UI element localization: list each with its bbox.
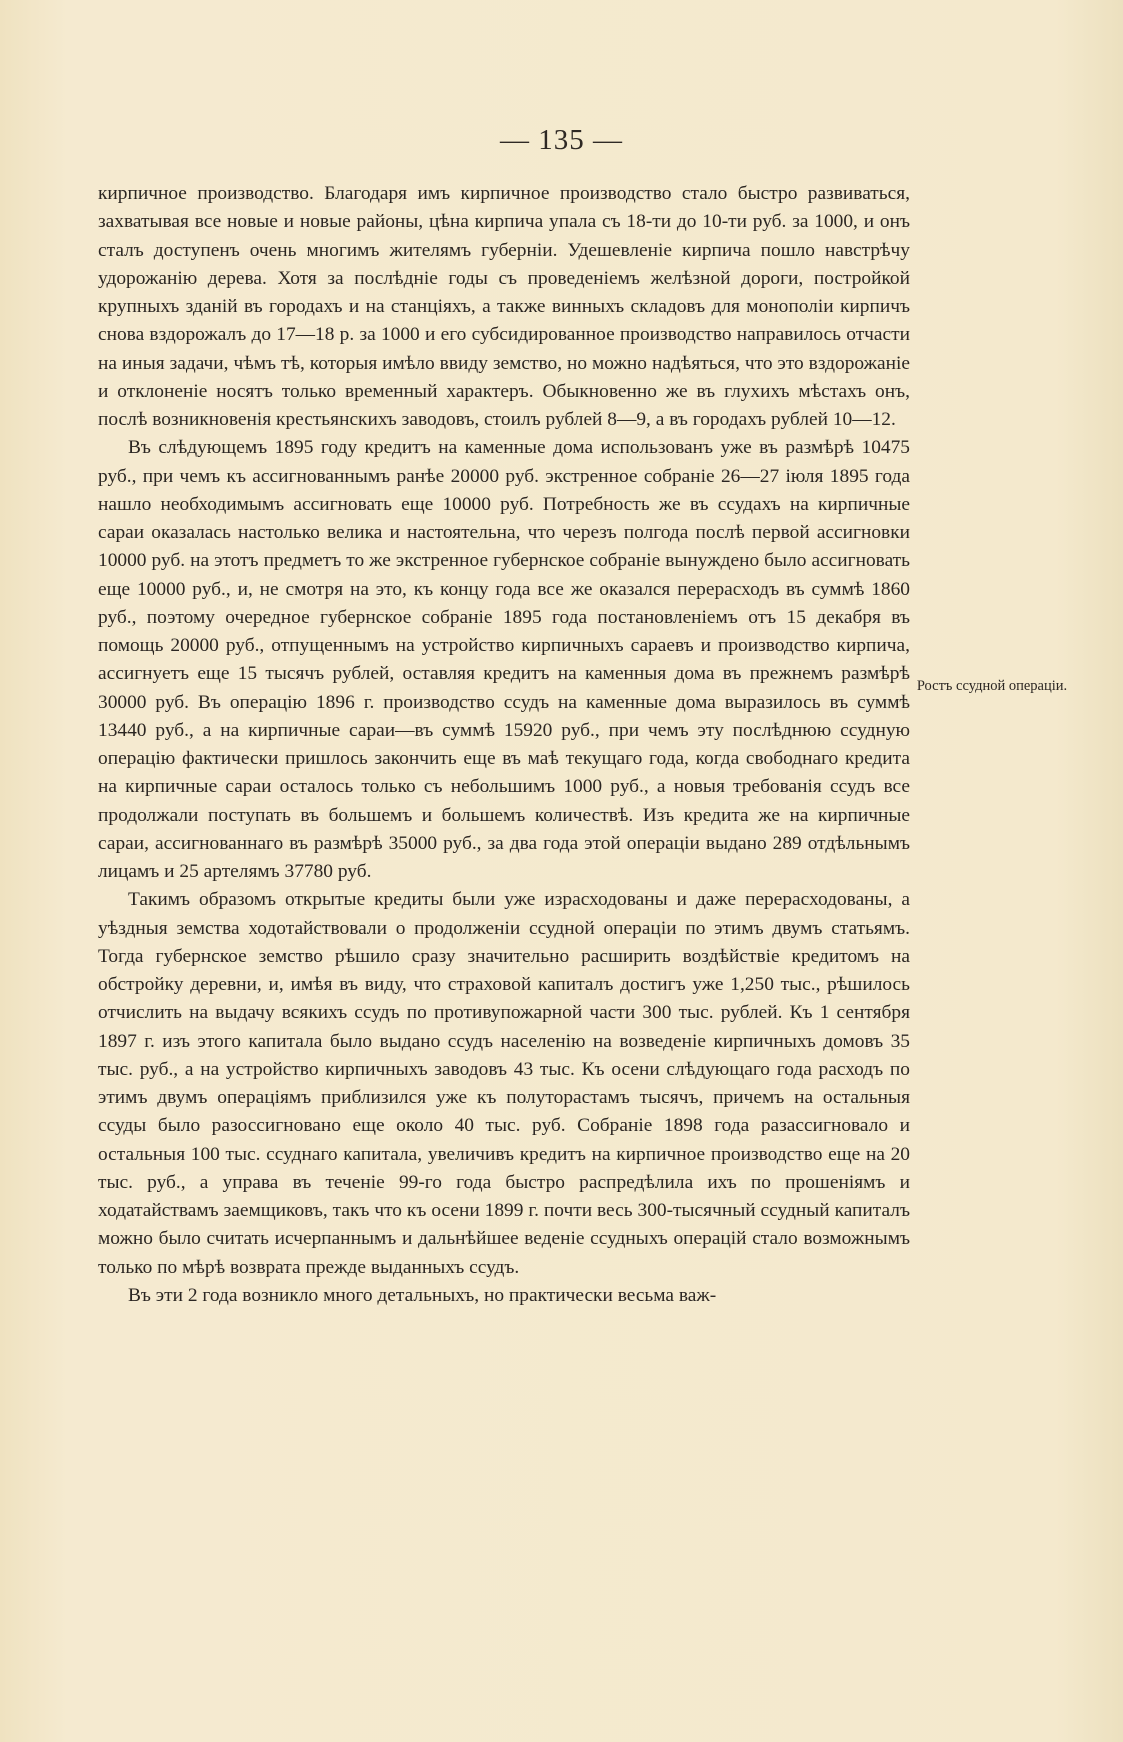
body-text xyxy=(98,180,910,1310)
margin-note: Ростъ ссудной операціи. xyxy=(916,678,1068,694)
paragraph: Такимъ образомъ открытые кредиты были уже израсходованы и даже перерасходованы, а уѣздныя земства ходотайствовали о продолженіи ссудной операціи по этимъ двумъ статьямъ. Тогда губернское земство рѣшило сразу значительно расширить воздѣйствіе кредитомъ на обстройку деревни, и, имѣя въ виду, что страховой капиталъ достигъ уже 1,250 тыс., рѣшилось отчислить на выдачу всякихъ ссудъ по противупожарной части 300 тыс. рублей. Къ 1 сентября 1897 г. изъ этого капитала было выдано ссудъ населенію на возведеніе кирпичныхъ домовъ 35 тыс. руб., а на устройство кирпичныхъ заводовъ 43 тыс. Къ осени слѣдующаго года расходъ по этимъ двумъ операціямъ приблизился уже къ полуторастамъ тысячъ, причемъ на остальныя ссуды было разоссигновано еще около 40 тыс. руб. Собраніе 1898 года разассигновало и остальныя 100 тыс. ссуднаго капитала, увеличивъ кредитъ на кирпичное производство еще на 20 тыс. руб., а управа въ теченіе 99-го года быстро распредѣлила ихъ по прошеніямъ и ходатайствамъ заемщиковъ, такъ что къ осени 1899 г. почти весь 300-тысячный ссудный капиталъ можно было считать исчерпаннымъ и дальнѣйшее веденіе ссудныхъ операцій стало возможнымъ только по мѣрѣ возврата прежде выданныхъ ссудъ. xyxy=(98,889,910,1278)
page-number: — 135 — xyxy=(500,124,623,156)
paragraph: Въ слѣдующемъ 1895 году кредитъ на каменные дома использованъ уже въ размѣрѣ 10475 руб., при чемъ къ ассигнованнымъ ранѣе 20000 руб. экстренное собраніе 26—27 іюля 1895 года нашло необходимымъ ассигновать еще 10000 руб. Потребность же въ ссудахъ на кирпичные сараи оказалась настолько велика и настоятельна, что черезъ полгода послѣ первой ассигновки 10000 руб. на этотъ предметъ то же экстренное губернское собраніе вынуждено было ассигновать еще 10000 руб., и, не смотря на это, къ концу года все же оказался перерасходъ въ суммѣ 1860 руб., поэтому очередное губернское собраніе 1895 года постановленіемъ отъ 15 декабря въ помощь 20000 руб., отпущеннымъ на устройство кирпичныхъ сараевъ и производство кирпича, ассигнуетъ еще 15 тысячъ рублей, оставляя кредитъ на каменныя дома въ прежнемъ размѣрѣ 30000 руб. Въ операцію 1896 г. производство ссудъ на каменные дома выразилось въ суммѣ 13440 руб., а на кирпичные сараи—въ суммѣ 15920 руб., при чемъ эту послѣднюю ссудную операцію фактически пришлось закончить еще въ маѣ текущаго года, когда свободнаго кредита на кирпичные сараи осталось только съ небольшимъ 1000 руб., а новыя требованія ссудъ все продолжали поступать въ большемъ и большемъ количествѣ. Изъ кредита же на кирпичные сараи, ассигнованнаго въ размѣрѣ 35000 руб., за два года этой операціи выдано 289 отдѣльнымъ лицамъ и 25 артелямъ 37780 руб. xyxy=(98,437,910,882)
paragraph: кирпичное производство. Благодаря имъ кирпичное производство стало быстро развиваться, захватывая все новые и новые районы, цѣна кирпича упала съ 18-ти до 10-ти руб. за 1000, и онъ сталъ доступенъ очень многимъ жителямъ губерніи. Удешевленіе кирпича пошло навстрѣчу удорожанію дерева. Хотя за послѣдніе годы съ проведеніемъ желѣзной дороги, постройкой крупныхъ зданій въ городахъ и на станціяхъ, а также винныхъ складовъ для монополіи кирпичъ снова вздорожалъ до 17—18 р. за 1000 и его субсидированное производство направилось отчасти на иныя задачи, чѣмъ тѣ, которыя имѣло ввиду земство, но можно надѣяться, что это вздорожаніе и отклоненіе носятъ только временный характеръ. Обыкновенно же въ глухихъ мѣстахъ онъ, послѣ возникновенія крестьянскихъ заводовъ, стоилъ рублей 8—9, а въ городахъ рублей 10—12. xyxy=(98,183,910,430)
paragraph: Въ эти 2 года возникло много детальныхъ, но практически весьма важ- xyxy=(128,1284,717,1306)
